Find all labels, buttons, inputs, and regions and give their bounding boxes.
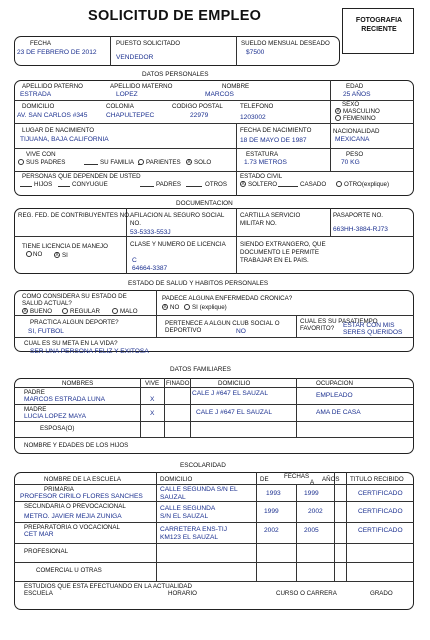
salud-bueno-radio[interactable]: X: [23, 308, 27, 314]
fecha-nac-value[interactable]: 18 DE MAYO DE 1987: [240, 137, 307, 144]
esposa-label: ESPOSA(O): [40, 425, 75, 432]
col-vive: VIVE: [145, 380, 160, 387]
dependen-padres-label: PADRES: [156, 181, 181, 188]
telefono-value[interactable]: 1203002: [240, 114, 266, 121]
cp-value[interactable]: 22979: [190, 112, 209, 119]
madre-nombre[interactable]: LUCIA LOPEZ MAYA: [24, 413, 87, 420]
pasaporte-value[interactable]: 663HH-3884-RJ73: [333, 226, 388, 233]
fecha-nac-label: FECHA DE NACIMIENTO: [240, 127, 312, 134]
vive-con-label: VIVE CON: [26, 151, 56, 158]
esc-col-domicilio: DOMICILIO: [160, 476, 193, 483]
deporte-label: PRACTICA ALGUN DEPORTE?: [30, 319, 119, 326]
nombre-value[interactable]: MARCOS: [205, 91, 234, 98]
vive-solo-radio[interactable]: X: [187, 159, 191, 165]
vive-padres-label: SUS PADRES: [26, 159, 66, 166]
preparatoria-nombre[interactable]: CET MAR: [24, 531, 54, 538]
section-salud: ESTADO DE SALUD Y HABITOS PERSONALES: [128, 280, 269, 287]
nombre-label: NOMBRE: [222, 83, 250, 90]
primaria-label: PRIMARIA: [44, 486, 74, 493]
salud-regular-label: REGULAR: [70, 308, 100, 315]
sexo-label: SEXO: [342, 101, 360, 108]
nacionalidad-label: NACIONALIDAD: [333, 128, 380, 135]
secundaria-de[interactable]: 1999: [264, 508, 279, 515]
club-label: PERTENECE A ALGUN CLUB SOCIAL O DEPORTIVO: [165, 320, 280, 334]
primaria-titulo[interactable]: CERTIFICADO: [358, 490, 403, 497]
section-datos-personales: DATOS PERSONALES: [142, 71, 209, 78]
hijos-label: NOMBRE Y EDADES DE LOS HIJOS: [24, 442, 129, 449]
pasatiempo-value[interactable]: ESTAR CON MIS SERES QUERIDOS: [343, 322, 403, 336]
ap-paterno-label: APELLIDO PATERNO: [22, 83, 83, 90]
civil-casado-label: CASADO: [300, 181, 327, 188]
clase-num-value[interactable]: 64664-3387: [132, 265, 168, 272]
primaria-dom2[interactable]: SAUZAL: [160, 494, 186, 501]
sueldo-label: SUELDO MENSUAL DESEADO: [241, 40, 330, 47]
primaria-nombre[interactable]: PROFESOR CIRILO FLORES SANCHES: [20, 493, 143, 500]
col-ocupacion: OCUPACION: [316, 380, 354, 387]
padre-label: PADRE: [24, 389, 45, 396]
sexo-femenino-radio[interactable]: [335, 115, 341, 121]
meta-value[interactable]: SER UNA PERSONA FELIZ Y EXITOSA: [30, 348, 149, 355]
sueldo-value[interactable]: $7500: [246, 49, 265, 56]
preparatoria-dom2[interactable]: KM123 EL SAUZAL: [160, 534, 219, 541]
civil-soltero-radio[interactable]: X: [241, 181, 245, 187]
puesto-value[interactable]: VENDEDOR: [116, 54, 154, 61]
imss-label: AFILACION AL SEGURO SOCIAL NO.: [130, 212, 225, 227]
col-domicilio: DOMICILIO: [218, 380, 251, 387]
estado-salud-label: COMO CONSIDERA SU ESTADO DE SALUD ACTUAL?: [22, 293, 127, 307]
secundaria-dom1[interactable]: CALLE SEGUNDA: [160, 505, 216, 512]
colonia-value[interactable]: CHAPULTEPEC: [106, 112, 155, 119]
cartilla-label: CARTILLA SERVICIO MILITAR NO.: [240, 212, 301, 227]
deporte-value[interactable]: SI, FUTBOL: [28, 328, 64, 335]
salud-malo-radio[interactable]: [112, 308, 118, 314]
salud-regular-radio[interactable]: [62, 308, 68, 314]
esc-col-anos: AÑOS: [322, 476, 340, 483]
clase-value[interactable]: C: [132, 257, 137, 264]
sexo-masculino-label: MASCULINO: [343, 108, 380, 115]
esc-col-nombre: NOMBRE DE LA ESCUELA: [44, 476, 122, 483]
cronica-label: PADECE ALGUNA ENFERMEDAD CRONICA?: [162, 295, 293, 302]
esc-col-titulo: TITULO RECIBIDO: [350, 476, 404, 483]
photo-box: [342, 8, 414, 54]
padre-ocupacion[interactable]: EMPLEADO: [316, 392, 353, 399]
section-escolaridad: ESCOLARIDAD: [180, 462, 226, 469]
extranjero-label: SIENDO EXTRANGERO, QUE DOCUMENTO LE PERMITE TRABAJAR EN EL PAIS.: [240, 241, 326, 264]
nacionalidad-value[interactable]: MEXICANA: [335, 136, 370, 143]
section-documentacion: DOCUMENTACION: [176, 200, 233, 207]
civil-soltero-label: SOLTERO: [248, 181, 278, 188]
licencia-si-radio[interactable]: X: [55, 252, 59, 258]
dependen-label: PERSONAS QUE DEPENDEN DE USTED: [22, 173, 141, 180]
peso-label: PESO: [346, 151, 364, 158]
cronica-si-radio[interactable]: [184, 304, 190, 310]
edad-value[interactable]: 25 AÑOS: [343, 91, 371, 98]
preparatoria-de[interactable]: 2002: [264, 527, 279, 534]
preparatoria-titulo[interactable]: CERTIFICADO: [358, 527, 403, 534]
esc-col-de: DE: [260, 476, 269, 483]
civil-otro-radio[interactable]: [336, 181, 342, 187]
photo-label: FOTOGRAFIA RECIENTE: [355, 17, 403, 33]
padre-nombre[interactable]: MARCOS ESTRADA LUNA: [24, 396, 105, 403]
primaria-a[interactable]: 1999: [304, 490, 319, 497]
telefono-label: TELEFONO: [240, 103, 274, 110]
secundaria-label: SECUNDARIA O PREVOCACIONAL: [24, 503, 126, 510]
domicilio-value[interactable]: AV. SAN CARLOS #345: [17, 112, 88, 119]
form-title: SOLICITUD DE EMPLEO: [88, 8, 262, 24]
padre-domicilio[interactable]: CALE J #647 EL SAUZAL: [192, 390, 268, 397]
foot-horario: HORARIO: [168, 590, 197, 597]
pasatiempo-label: CUAL ES SU PASATIEMPO FAVORITO?: [300, 318, 378, 332]
meta-label: CUAL ES SU META EN LA VIDA?: [24, 340, 118, 347]
edad-label: EDAD: [346, 83, 364, 90]
foot-curso: CURSO O CARRERA: [276, 590, 337, 597]
secundaria-a[interactable]: 2002: [308, 508, 323, 515]
civil-label: ESTADO CIVIL: [240, 173, 283, 180]
cronica-si-label: SI (explique): [192, 304, 227, 311]
secundaria-dom2[interactable]: S/N EL SAUZAL: [160, 513, 209, 520]
estudios-actuales-label: ESTUDIOS QUE ESTA EFECTUANDO EN LA ACTUALIDAD: [24, 583, 193, 590]
dependen-conyugue-label: CONYUGUE: [72, 181, 108, 188]
licencia-no-radio[interactable]: [26, 251, 32, 257]
col-finado: FINADO: [166, 380, 190, 387]
col-nombres: NOMBRES: [62, 380, 94, 387]
vive-padres-radio[interactable]: [18, 159, 24, 165]
pasaporte-label: PASAPORTE NO.: [333, 212, 383, 219]
club-value[interactable]: NO: [236, 328, 246, 335]
cronica-no-radio[interactable]: X: [163, 304, 167, 310]
licencia-label: TIENE LICENCIA DE MANEJO: [22, 243, 108, 250]
peso-value[interactable]: 70 KG: [341, 159, 360, 166]
secundaria-titulo[interactable]: CERTIFICADO: [358, 508, 403, 515]
section-familiares: DATOS FAMILIARES: [170, 366, 231, 373]
estatura-label: ESTATURA: [246, 151, 279, 158]
preparatoria-a[interactable]: 2005: [304, 527, 319, 534]
esc-col-fechas: FECHAS: [284, 473, 310, 480]
madre-vive[interactable]: X: [150, 410, 155, 417]
civil-otro-label: OTRO(explique): [344, 181, 390, 188]
domicilio-label: DOMICILIO: [22, 103, 55, 110]
madre-ocupacion[interactable]: AMA DE CASA: [316, 409, 361, 416]
licencia-no-label: NO: [33, 251, 43, 258]
salud-bueno-label: BUENO: [30, 308, 53, 315]
lugar-value[interactable]: TIJUANA, BAJA CALIFORNIA: [20, 136, 109, 143]
rfc-label: REG. FED. DE CONTRIBUYENTES NO.: [18, 212, 131, 219]
foot-grado: GRADO: [370, 590, 393, 597]
vive-parientes-radio[interactable]: [138, 159, 144, 165]
puesto-label: PUESTO SOLICITADO: [116, 40, 181, 47]
dependen-otros-label: OTROS: [205, 181, 228, 188]
comercial-label: COMERCIAL U OTRAS: [36, 567, 102, 574]
imss-value[interactable]: 53-5333-553J: [130, 229, 171, 236]
fecha-label: FECHA: [30, 40, 51, 47]
vive-parientes-label: PARIENTES: [146, 159, 181, 166]
madre-label: MADRE: [24, 406, 47, 413]
ap-paterno-value[interactable]: ESTRADA: [20, 91, 52, 98]
padre-vive[interactable]: X: [150, 396, 155, 403]
ap-materno-label: APELLIDO MATERNO: [110, 83, 173, 90]
preparatoria-label: PREPARATORIA O VOCACIONAL: [24, 524, 120, 531]
vive-familia-label: SU FAMILIA: [100, 159, 135, 166]
madre-domicilio[interactable]: CALE J #647 EL SAUZAL: [196, 409, 272, 416]
primaria-dom1[interactable]: CALLE SEGUNDA S/N EL: [160, 486, 238, 493]
sexo-masculino-radio[interactable]: X: [336, 108, 340, 114]
sexo-femenino-label: FEMENINO: [343, 115, 376, 122]
ap-materno-value[interactable]: LOPEZ: [116, 91, 138, 98]
primaria-de[interactable]: 1993: [266, 490, 281, 497]
foot-escuela: ESCUELA: [24, 590, 53, 597]
secundaria-nombre[interactable]: METRO. JAVIER MEJIA ZUNIGA: [24, 513, 122, 520]
cronica-no-label: NO: [170, 304, 180, 311]
preparatoria-dom1[interactable]: CARRETERA ENS-TIJ: [160, 526, 228, 533]
estatura-value[interactable]: 1.73 METROS: [244, 159, 287, 166]
dependen-hijos-label: HIJOS: [34, 181, 53, 188]
profesional-label: PROFESIONAL: [24, 548, 69, 555]
fecha-value[interactable]: 23 DE FEBRERO DE 2012: [17, 49, 97, 56]
vive-solo-label: SOLO: [194, 159, 212, 166]
licencia-si-label: SI: [62, 252, 68, 259]
salud-malo-label: MALO: [120, 308, 138, 315]
lugar-label: LUGAR DE NACIMIENTO: [22, 127, 95, 134]
colonia-label: COLONIA: [106, 103, 134, 110]
esc-col-a: A: [310, 479, 315, 486]
clase-label: CLASE Y NUMERO DE LICENCIA: [130, 241, 226, 248]
cp-label: CODIGO POSTAL: [172, 103, 223, 110]
